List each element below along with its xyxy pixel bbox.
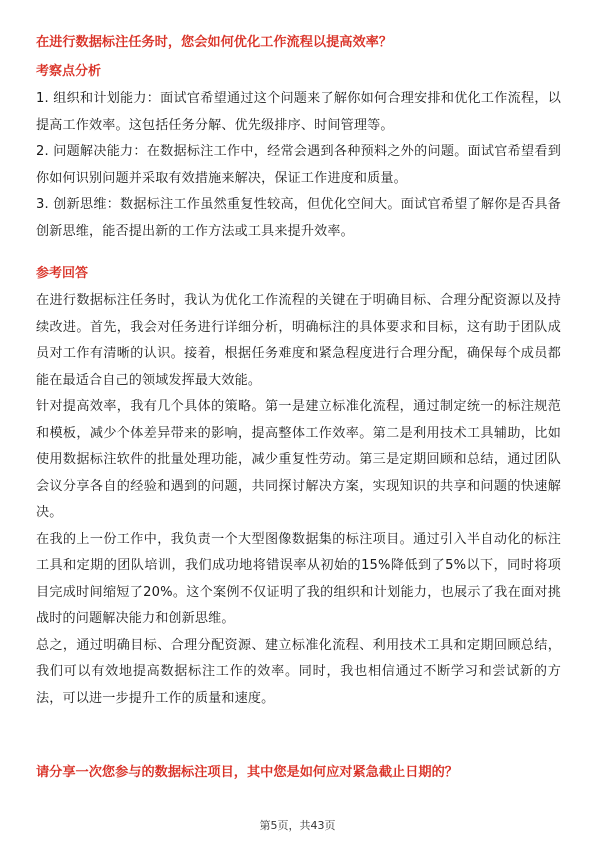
next-question-title: 请分享一次您参与的数据标注项目，其中您是如何应对紧急截止日期的？ [36,765,458,780]
answer-heading: 参考回答 [36,266,89,281]
analysis-point: 2. 问题解决能力：在数据标注工作中，经常会遇到各种预料之外的问题。面试官希望看到你如何识别问题并采取有效措施来解决，保证工作进度和质量。 [36,144,561,186]
answer-paragraph: 在我的上一份工作中，我负责一个大型图像数据集的标注项目。通过引入半自动化的标注工具和定期的团队培训，我们成功地将错误率从初始的15%降低到了5%以下，同时将项目完成时间缩短了20%。这个案例不仅证明了我的组织和计划能力，也展示了我在面对挑战时的问题解决能力和创新思维。 [36,531,561,626]
page-number: 第5页，共43页 [259,819,336,832]
answer-paragraph: 总之，通过明确目标、合理分配资源、建立标准化流程、利用技术工具和定期回顾总结，我们可以有效地提高数据标注工作的效率。同时，我也相信通过不断学习和尝试新的方法，可以进一步提升工作的质量和速度。 [36,637,561,706]
answer-paragraph: 在进行数据标注任务时，我认为优化工作流程的关键在于明确目标、合理分配资源以及持续改进。首先，我会对任务进行详细分析，明确标注的具体要求和目标，这有助于团队成员对工作有清晰的认识。接着，根据任务难度和紧急程度进行合理分配，确保每个成员都能在最适合自己的领域发挥最大效能。 [36,293,561,388]
answer-paragraph: 针对提高效率，我有几个具体的策略。第一是建立标准化流程，通过制定统一的标注规范和模板，减少个体差异带来的影响，提高整体工作效率。第二是利用技术工具辅助，比如使用数据标注软件的批量处理功能，减少重复性劳动。第三是定期回顾和总结，通过团队会议分享各自的经验和遇到的问题，共同探讨解决方案，实现知识的共享和问题的快速解决。 [36,399,561,520]
question-title: 在进行数据标注任务时，您会如何优化工作流程以提高效率？ [36,35,393,50]
analysis-heading: 考察点分析 [36,64,102,79]
analysis-point: 1. 组织和计划能力：面试官希望通过这个问题来了解你如何合理安排和优化工作流程，以提高工作效率。这包括任务分解、优先级排序、时间管理等。 [36,91,561,133]
analysis-point: 3. 创新思维：数据标注工作虽然重复性较高，但优化空间大。面试官希望了解你是否具备创新思维，能否提出新的工作方法或工具来提升效率。 [36,197,561,239]
answer-body [36,288,561,712]
analysis-points [36,86,561,245]
